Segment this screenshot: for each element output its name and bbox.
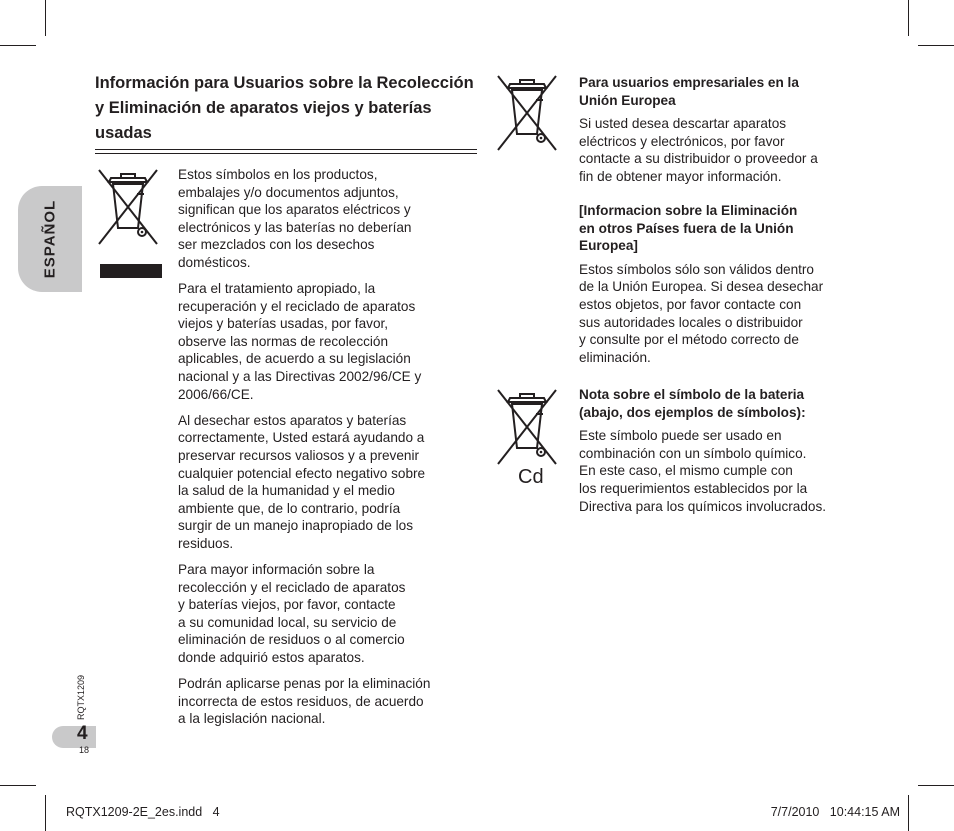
solid-bar-symbol (100, 264, 162, 278)
business-users-section (579, 74, 869, 186)
footer-file-name: RQTX1209-2E_2es.indd 4 (66, 805, 220, 819)
outside-eu-body: Estos símbolos sólo son válidos dentro de la Unión Europea. Si desea desechar estos objetos, por favor contacte con sus autoridades locales o distribuidor y consulte por el método correcto de eliminación. (579, 261, 824, 365)
battery-note-heading: Nota sobre el símbolo de la bateria (abajo, dos ejemplos de símbolos): (579, 387, 806, 420)
crop-mark (0, 45, 36, 46)
paragraph: Para mayor información sobre la recolección y el reciclado de aparatos y baterías viejos, por favor, contacte a su comunidad local, su servicio de eliminación de residuos o al comercio donde adquirió estos aparatos. (178, 561, 406, 665)
crop-mark (918, 785, 954, 786)
business-users-body: Si usted desea descartar aparatos eléctricos y electrónicos, por favor contacte a su distribuidor o proveedor a fin de obtener mayor información. (579, 116, 818, 184)
paragraph: Para el tratamiento apropiado, la recuperación y el reciclado de aparatos viejos y baterías usadas, por favor, observe las normas de recolección aplicables, de acuerdo a su legislación nacional y a las Directivas 2002/96/CE y 2006/66/CE. (178, 281, 422, 402)
section-title: Información para Usuarios sobre la Recolección y Eliminación de aparatos viejos y baterías usadas (95, 74, 474, 142)
sub-page-number: 18 (79, 745, 90, 755)
language-tab (18, 186, 82, 292)
footer-date-time: 7/7/2010 10:44:15 AM (770, 805, 900, 819)
crossed-out-wheelie-bin-icon (95, 166, 165, 266)
page-number: 4 (77, 723, 88, 744)
paragraph: Podrán aplicarse penas por la eliminación incorrecta de estos residuos, de acuerdo a la legislación nacional. (178, 676, 431, 727)
battery-note-body: Este símbolo puede ser usado en combinación con un símbolo químico. En este caso, el mismo cumple con los requerimientos establecidos por la Directiva para los químicos involucrados. (579, 428, 827, 514)
battery-note-section (579, 386, 869, 515)
business-users-heading: Para usuarios empresariales en la Unión Europea (579, 75, 799, 108)
crossed-out-wheelie-bin-icon (494, 72, 564, 162)
crop-mark (0, 785, 36, 786)
crossed-out-wheelie-bin-icon (494, 386, 564, 470)
crop-mark (908, 795, 909, 831)
chemical-symbol: Cd (518, 466, 544, 488)
main-text-column (178, 166, 478, 736)
title-rule (95, 153, 477, 154)
crop-mark (918, 45, 954, 46)
title-rule (95, 149, 477, 150)
paragraph: Estos símbolos en los productos, embalajes y/o documentos adjuntos, significan que los aparatos eléctricos y electrónicos y las baterías no deberían ser mezclados con los desechos domésticos. (178, 167, 412, 270)
outside-eu-heading: [Informacion sobre la Eliminación en otros Países fuera de la Unión Europea] (579, 203, 798, 254)
crop-mark (45, 0, 46, 36)
page-number-tab (52, 726, 96, 748)
language-tab-label: ESPAÑOL (41, 199, 59, 279)
crop-mark (45, 795, 46, 831)
crop-mark (908, 0, 909, 36)
outside-eu-section (579, 202, 869, 366)
document-code: RQTX1209 (76, 674, 86, 720)
paragraph: Al desechar estos aparatos y baterías correctamente, Usted estará ayudando a preservar recursos valiosos y a prevenir cualquier potencial efecto negativo sobre la salud de la humanidad y el medio ambiente que, de lo contrario, podría surgir de un manejo inapropiado de los residuos. (178, 412, 426, 551)
